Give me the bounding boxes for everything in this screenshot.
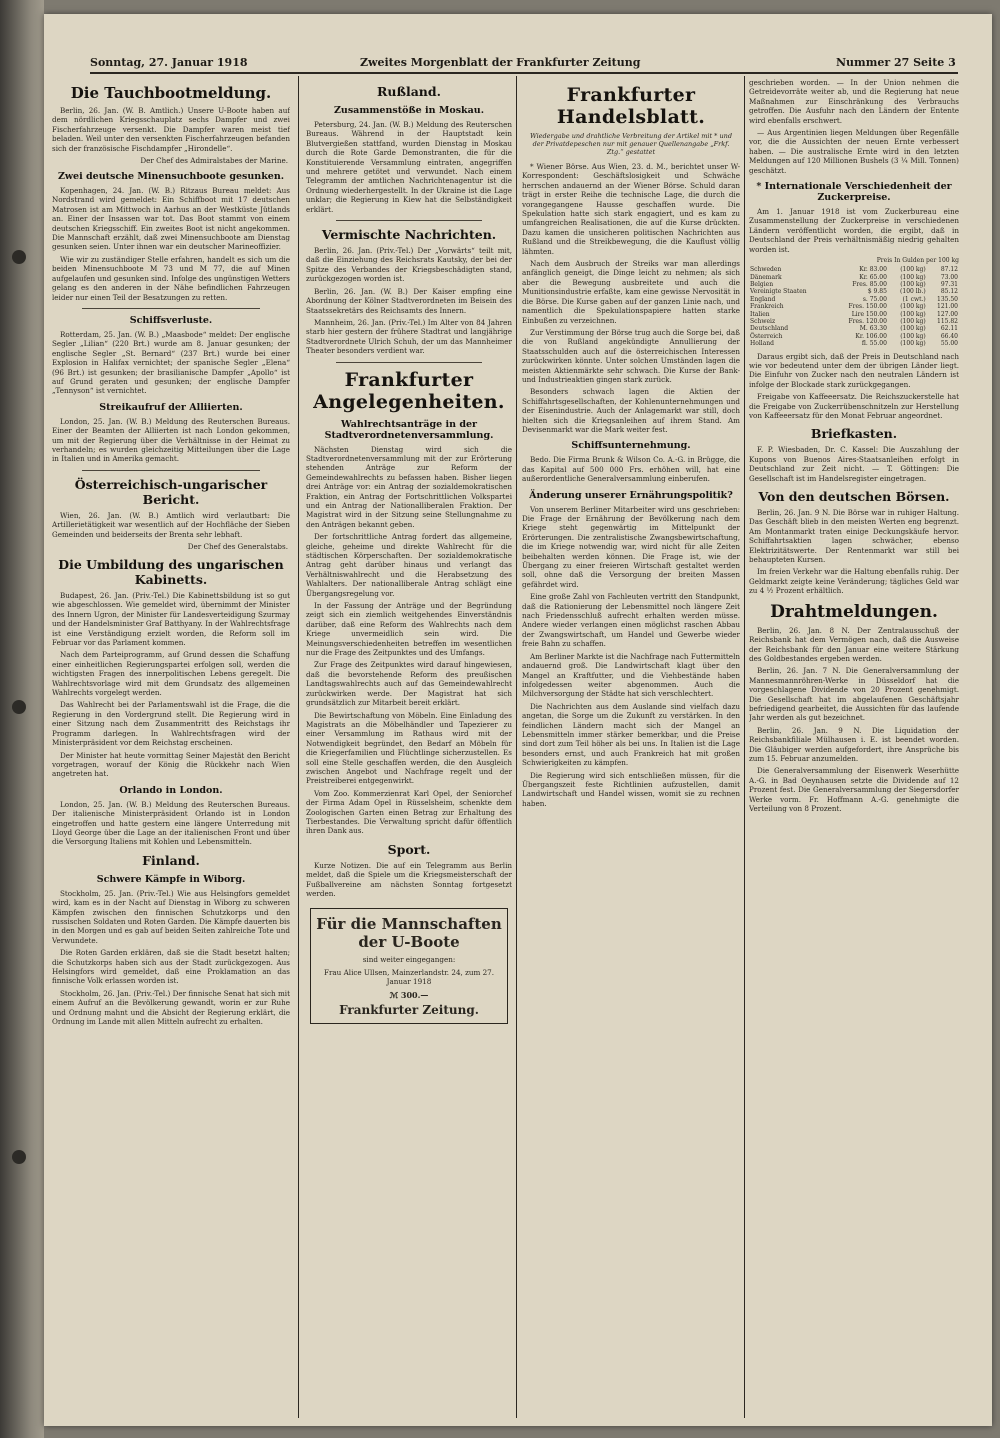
table-cell: Kr. 83.00 bbox=[859, 266, 887, 274]
table-cell: Frankreich bbox=[750, 303, 784, 311]
table-row bbox=[749, 288, 959, 295]
table-cell: 73.00 bbox=[940, 273, 958, 281]
article-text: Von unserem Berliner Mitarbeiter wird uns geschrieben: Die Frage der Ernährung der Bevölkerung nach dem Kriege steht gegenwärtig im Mittelpunkt der Erörterungen. Die zentralistische Zwangsbewirtschaftung, die im Kriege notwendig war, wird nicht für alle Zeiten beibehalten werden können. Die Frage ist, wie der Übergang zu einer freieren Wirtschaft gestaltet werden soll, ohne daß die Versorgung der breiten Massen gefährdet wird. bbox=[522, 504, 740, 589]
subheadline: Zusammenstöße in Moskau. bbox=[333, 105, 485, 116]
article-text: Besonders schwach lagen die Aktien der Schiffahrtsgesellschaften, der Kohlenunternehmungen und der Eisenindustrie. Auch der Anlagemarkt war still, doch hielten sich die Kriegsanleihen auf ihrem Stand. Am Devisenmarkt war die Mark weiter fest. bbox=[522, 387, 740, 434]
article-text: Nach dem Ausbruch der Streiks war man allerdings anfänglich geneigt, die Dinge leicht zu nehmen; als sich aber die Bewegung ausbreitete und auch die Munitionsindustrie erfaßte, kam eine gewisse Nervosität in die Börse. Die Kurse gaben auf der ganzen Linie nach, und namentlich die Spekulationspapiere hatten starke Einbußen zu verzeichnen. bbox=[522, 259, 740, 325]
headline: Rußland. bbox=[376, 84, 441, 99]
article-text: Berlin, 26. Jan. (W. B. Amtlich.) Unsere U-Boote haben auf dem nördlichen Kriegsschauplatz sechs Dampfer und zwei Fischerfahrzeuge versenkt. Die Dampfer waren meist tief beladen. Weil unter den versenkten Fischerfahrzeugen befanden sich der französische Fischdampfer „Hirondelle“. bbox=[52, 106, 290, 153]
headline: Österreichisch-ungarischer Bericht. bbox=[74, 476, 268, 507]
table-cell: Belgien bbox=[750, 280, 774, 288]
article-text: Berlin, 26. Jan. 9 N. Die Börse war in ruhiger Haltung. Das Geschäft blieb in den meisten Werten eng begrenzt. Am Montanmarkt traten einige Deckungskäufe hervor. Schiffahrtsaktien lagen schwächer, ebenso Elektrizitätswerte. Der Rentenmarkt war still bei behaupteten Kursen. bbox=[749, 508, 959, 565]
article-text: Zur Verstimmung der Börse trug auch die Sorge bei, daß die von Rußland angekündigte Annullierung der Staatsschulden auch auf die österreichischen Interessen zurückwirken könnte. Unter solchen Umständen lagen die meisten Aktienmärkte sehr schwach. Die Kurse der Bank- und Industrieaktien gingen stark zurück. bbox=[522, 327, 740, 384]
article-text: geschrieben worden. — In der Union nehmen die Getreidevorräte weiter ab, und die Regierung hat neue Maßnahmen zur Einschränkung des Verbrauchs getroffen. Die Ausfuhr nach den Ländern der Entente wird ebenfalls erschwert. bbox=[749, 78, 959, 125]
article-text: Berlin, 26. Jan. 9 N. Die Liquidation der Reichsbankfiliale Mülhausen i. E. ist beendet worden. Die Gläubiger werden aufgefordert, ihre Ansprüche bis zum 15. Februar anzumelden. bbox=[749, 725, 959, 763]
table-cell: (100 kg) bbox=[900, 317, 926, 325]
article-text: Stockholm, 26. Jan. (Priv.-Tel.) Der finnische Senat hat sich mit einem Aufruf an die Bevölkerung gewandt, worin er zur Ruhe und Ordnung mahnt und die Absicht der Regierung erklärt, die Ordnung im Lande mit allen Mitteln aufrecht zu erhalten. bbox=[52, 988, 290, 1027]
headline: Streikaufruf der Alliierten. bbox=[99, 401, 243, 413]
article-text: F. P. Wiesbaden, Dr. C. Kassel: Die Auszahlung der Kupons von Buenos Aires-Staatsanleihen erfolgt in Deutschland zur Zeit nicht. — T. Göttingen: Die Gesellschaft ist im Handelsregister eingetragen. bbox=[749, 445, 959, 483]
article-text: — Aus Argentinien liegen Meldungen über Regenfälle vor, die die Aussichten der neuen Ernte verbessert haben. — Die australische Ernte wird in den letzten Meldungen auf 120 Millionen Bushels (3 ¼ Mill. Tonnen) geschätzt. bbox=[749, 128, 959, 175]
table-cell: Italien bbox=[750, 310, 770, 318]
headline: Sport. bbox=[387, 841, 431, 857]
article-text: Rotterdam, 25. Jan. (W. B.) „Maasbode“ meldet: Der englische Segler „Lilian“ (220 Brt.) wurde am 8. Januar gesunken; der englische Segler „St. Bernard“ (237 Brt.) wurde bei einer Explosion in Halifax vernichtet; der spanische Segler „Elena“ (96 Brt.) ist gesunken; der brasilianische Dampfer „Apollo“ ist auf Grund geraten und gesunken; der englische Dampfer „Tennyson“ ist vernichtet. bbox=[52, 329, 290, 396]
table-cell: Schweiz bbox=[750, 317, 776, 325]
column-rule bbox=[298, 76, 299, 1418]
article-text: Die Nachrichten aus dem Auslande sind vielfach dazu angetan, die Sorge um die Zukunft zu verstärken. In den feindlichen Ländern macht sich der Mangel an Lebensmitteln immer stärker bemerkbar, und die Preise sind dort zum Teil höher als bei uns. In Italien ist die Lage besonders ernst, und auch Frankreich hat mit großen Schwierigkeiten zu kämpfen. bbox=[522, 701, 740, 768]
table-row bbox=[749, 303, 959, 310]
table-cell: (100 kg) bbox=[900, 303, 926, 311]
subheadline: Wahlrechtsanträge in der Stadtverordnetenversammlung. bbox=[324, 418, 494, 441]
article-text: Der fortschrittliche Antrag fordert das allgemeine, gleiche, geheime und direkte Wahlrecht für die städtischen Körperschaften. Der sozialdemokratische Antrag geht darüber hinaus und verlangt das Verhältniswahlrecht und die Herabsetzung des Wahlalters. Der nationalliberale Antrag schlägt eine Übergangsregelung vor. bbox=[306, 532, 512, 598]
article-text: Daraus ergibt sich, daß der Preis in Deutschland nach wie vor bedeutend unter dem der übrigen Länder liegt. Die Einfuhr von Zucker nach den neutralen Ländern ist infolge der Blockade stark zurückgegangen. bbox=[749, 351, 959, 389]
article-text: London, 25. Jan. (W. B.) Meldung des Reuterschen Bureaus. Einer der Beamten der Alliierten ist nach London gekommen, um mit der Regierung über die Verhältnisse in der Heimat zu verhandeln; es wurden gleichzeitig Mitteilungen über die Lage in Italien und in Amerika gemacht. bbox=[52, 416, 290, 464]
table-cell: 97.31 bbox=[940, 280, 958, 288]
table-cell: (1 cwt.) bbox=[902, 295, 926, 303]
table-cell: Holland bbox=[750, 340, 774, 348]
article-text: Kopenhagen, 24. Jan. (W. B.) Ritzaus Bureau meldet: Aus Nordstrand wird gemeldet: Ein Schiffboot mit 17 deutschen Matrosen ist am Mittwoch in Aarhus an der Westküste Jütlands an. Einer der Insassen war tot. Das Boot stammt von einem deutschen Kriegsschiff. Ein zweites Boot ist nicht angekommen. Die Mannschaft erzählt, daß zwei Minensuchboote am Dienstag gesunken seien. Unter ihnen war ein deutscher Marineoffizier. bbox=[52, 186, 290, 252]
binding-hole bbox=[12, 1150, 26, 1164]
article-text: Die Roten Garden erklären, daß sie die Stadt besetzt halten; die Schutzkorps haben sich aus der Stadt zurückgezogen. Aus Helsingfors wird gemeldet, daß eine Proklamation an das finnische Volk erlassen worden ist. bbox=[52, 948, 290, 986]
table-cell: Fres. 85.00 bbox=[852, 280, 887, 288]
table-cell: Kr. 65.00 bbox=[859, 273, 887, 281]
headline: Von den deutschen Börsen. bbox=[758, 489, 950, 505]
article-text: Mannheim, 26. Jan. (Priv.-Tel.) Im Alter von 84 Jahren starb hier gestern der frühere Stadtrat und langjährige Stadtverordnete Ulrich Schuh, der um das Mannheimer Theater besonders verdient war. bbox=[306, 317, 512, 356]
table-cell: Lire 150.00 bbox=[851, 310, 887, 318]
table-cell: England bbox=[750, 295, 776, 303]
masthead-page-number: Nummer 27 Seite 3 bbox=[836, 56, 956, 69]
masthead-rule bbox=[90, 72, 958, 74]
table-cell: 115.82 bbox=[937, 317, 958, 325]
headline: Drahtmeldungen. bbox=[770, 601, 938, 622]
table-row bbox=[749, 266, 959, 273]
table-cell: (100 kg) bbox=[900, 332, 926, 340]
binding-spine bbox=[0, 0, 44, 1438]
table-cell: Österreich bbox=[750, 332, 783, 340]
article-text: Stockholm, 25. Jan. (Priv.-Tel.) Wie aus Helsingfors gemeldet wird, kam es in der Nacht auf Dienstag in Wiborg zu schweren Kämpfen zwischen den finnischen Schutzkorps und den russischen Soldaten und Roten Garden. Die Kämpfe dauerten bis in den Morgen und es gab auf beiden Seiten zahlreiche Tote und Verwundete. bbox=[52, 888, 290, 945]
masthead-title: Zweites Morgenblatt der Frankfurter Zeitung bbox=[360, 56, 641, 69]
table-cell: Deutschland bbox=[750, 325, 789, 333]
column-rule bbox=[744, 76, 745, 1418]
table-cell: 55.00 bbox=[940, 340, 958, 348]
headline: Schiffsunternehmung. bbox=[571, 440, 691, 452]
article-text: * Wiener Börse. Aus Wien, 23. d. M., berichtet unser W-Korrespondent: Geschäftslosigkeit und Schwäche herrschen andauernd an der Wiener Börse. Schuld daran trägt in erster Reihe die technische Lage, die durch die vorangegangene Hausse geschaffen wurde. Die Spekulation hatte sich stark engagiert, und es kam zu umfangreichen Realisationen, die auf die Kurse drückten. Dazu kamen die unsicheren politischen Nachrichten aus Rußland und die Streikbewegung, die die Kauflust völlig lähmten. bbox=[522, 162, 740, 256]
table-row bbox=[749, 296, 959, 303]
headline: Schiffsverluste. bbox=[129, 314, 213, 326]
table-cell: (100 lb.) bbox=[900, 288, 926, 296]
article-text: Wie wir zu zuständiger Stelle erfahren, handelt es sich um die beiden Minensuchboote M 73 und M 77, die auf Minen aufgelaufen und gesunken sind. Infolge des ungünstigen Wetters gelang es den anderen in der Nähe befindlichen Fahrzeugen leider nur einen Teil der Besatzungen zu retten. bbox=[52, 254, 290, 302]
binding-hole bbox=[12, 250, 26, 264]
table-cell: (100 kg) bbox=[900, 340, 926, 348]
article-text: Das Wahlrecht bei der Parlamentswahl ist die Frage, die die Regierung in den Vordergrund stellt. Die Regierung wird in einer Sitzung nach dem Zusammentritt des Reichstags ihr Programm darlegen. In Wahlrechtsfragen wird der Ministerpräsident vor dem Reichstag erscheinen. bbox=[52, 700, 290, 748]
signature: Der Chef des Admiralstabes der Marine. bbox=[140, 156, 288, 166]
table-cell: (100 kg) bbox=[900, 280, 926, 288]
table-cell: 66.40 bbox=[940, 332, 958, 340]
table-cell: 85.12 bbox=[940, 288, 958, 296]
table-row bbox=[749, 333, 959, 340]
table-cell: M. 63.30 bbox=[859, 325, 887, 333]
table-cell: Fres. 150.00 bbox=[848, 303, 887, 311]
headline: * Internationale Verschiedenheit der Zuckerpreise. bbox=[756, 181, 952, 204]
article-text: Nächsten Dienstag wird sich die Stadtverordnetenversammlung mit der zur Erörterung stehenden Anträge zur Reform der Gemeindewahlrechts zu befassen haben. Bisher liegen drei Anträge vor: ein Antrag der sozialdemokratischen Fraktion, ein Antrag der Fortschrittlichen Volkspartei und ein Antrag der Nationalliberalen Fraktion. Der Magistrat wird in der Sitzung seine Stellungnahme zu den Anträgen bekannt geben. bbox=[306, 444, 512, 529]
sugar-price-table bbox=[749, 266, 959, 347]
article-text: Bedo. Die Firma Brunk & Wilson Co. A.-G. in Brügge, die das Kapital auf 500 000 Frs. erhöhen will, hat eine außerordentliche Generalversammlung einberufen. bbox=[522, 455, 740, 484]
article-text: Die Bewirtschaftung von Möbeln. Eine Einladung des Magistrats an die Möbelhändler und Tapezierer zu einer Versammlung im Rathaus wird mit der Notwendigkeit begründet, den Bedarf an Möbeln für die Kriegerfamilien und Flüchtlinge sicherzustellen. Es soll eine Stelle geschaffen werden, die den Ausgleich zwischen Angebot und Nachfrage regelt und der Preistreiberei entgegenwirkt. bbox=[306, 710, 512, 786]
article-text: Der Minister hat heute vormittag Seiner Majestät den Bericht vorgetragen, worauf der König die Rückkehr nach Wien angetreten hat. bbox=[52, 750, 290, 779]
headline: Frankfurter Angelegenheiten. bbox=[313, 368, 505, 413]
article-text: Berlin, 26. Jan. 8 N. Der Zentralausschuß der Reichsbank hat dem Vermögen nach, daß die Ausweise der Reichsbank für den Januar eine weitere Stärkung des Goldbestandes ergeben werden. bbox=[749, 625, 959, 663]
article-text: Kurze Notizen. Die auf ein Telegramm aus Berlin meldet, daß die Spiele um die Kriegsmeisterschaft der Fußballvereine am nächsten Sonntag fortgesetzt werden. bbox=[306, 860, 512, 898]
article-text: Petersburg, 24. Jan. (W. B.) Meldung des Reuterschen Bureaus. Während in der Hauptstadt kein Blutvergießen stattfand, wurden Dienstag in Moskau durch die Rote Garde Demonstranten, die für die Konstituierende Versammlung eintraten, angegriffen und mehrere getötet und verwundet. Nach einem Telegramm der amtlichen Nachrichtenagentur ist die Ordnung wiederhergestellt. In der Ukraine ist die Lage unklar; die Regierung in Kiew hat die Selbständigkeit erklärt. bbox=[306, 120, 512, 214]
separator bbox=[82, 470, 260, 471]
headline: Die Tauchbootmeldung. bbox=[70, 84, 272, 102]
article-text: Berlin, 26. Jan. (W. B.) Der Kaiser empfing eine Abordnung der Kölner Stadtverordneten im Beisein des Staatssekretärs des Reichsamts des Innern. bbox=[306, 286, 512, 315]
table-cell: (100 kg) bbox=[900, 266, 926, 274]
column-rule bbox=[516, 76, 517, 1418]
table-cell: fl. 55.00 bbox=[861, 340, 887, 348]
article-text: Am 1. Januar 1918 ist vom Zuckerbureau eine Zusammenstellung der Zuckerpreise in verschiedenen Ländern veröffentlicht worden, die ergibt, daß in Deutschland der Preis verhältnismäßig niedrig gehalten worden ist. bbox=[749, 207, 959, 254]
table-cell: (100 kg) bbox=[900, 325, 926, 333]
article-text: Nach dem Parteiprogramm, auf Grund dessen die Schaffung einer einheitlichen Regierungspartei erfolgen soll, werden die wichtigsten Fragen des innerpolitischen Lebens geregelt. Die Wahlrechtsvorlage wird mit dem Grundsatz des allgemeinen Wahlrechts vorgelegt werden. bbox=[52, 650, 290, 698]
headline: Briefkasten. bbox=[810, 426, 898, 442]
article-text: Im freien Verkehr war die Haltung ebenfalls ruhig. Der Geldmarkt zeigte keine Veränderung; tägliches Geld war zu 4 ½ Prozent erhältlich. bbox=[749, 567, 959, 596]
table-cell: Vereinigte Staaten bbox=[750, 288, 807, 296]
table-header: Preis In Gulden per 100 kg bbox=[876, 257, 959, 265]
table-row bbox=[749, 274, 959, 281]
table-cell: Dänemark bbox=[750, 273, 782, 281]
column-3 bbox=[522, 78, 740, 1420]
article-text: Vom Zoo. Kommerzienrat Karl Opel, der Seniorchef der Firma Adam Opel in Rüsselsheim, schenkte dem Zoologischen Garten einen Betrag zur Erhaltung des Tierbestandes. Die Verwaltung spricht dafür öffentlich ihren Dank aus. bbox=[306, 788, 512, 836]
headline: Zwei deutsche Minensuchboote gesunken. bbox=[57, 171, 285, 183]
headline: Änderung unserer Ernährungspolitik? bbox=[529, 489, 733, 501]
headline: Finland. bbox=[142, 852, 200, 868]
table-cell: 87.12 bbox=[940, 266, 958, 274]
separator bbox=[82, 308, 260, 309]
article-text: Wien, 26. Jan. (W. B.) Amtlich wird verlautbart: Die Artillerietätigkeit war wesentlich auf der Hochfläche der Sieben Gemeinden und beiderseits der Brenta sehr lebhaft. bbox=[52, 510, 290, 539]
table-cell: s. 75.00 bbox=[862, 295, 887, 303]
table-cell: (100 kg) bbox=[900, 310, 926, 318]
masthead-date: Sonntag, 27. Januar 1918 bbox=[90, 56, 248, 69]
article-text: Freigabe von Kaffeeersatz. Die Reichszuckerstelle hat die Freigabe von Zuckerrübenschnitzeln zur Herstellung von Kaffeeersatz für den Monat Februar angeordnet. bbox=[749, 392, 959, 420]
article-text: Die Regierung wird sich entschließen müssen, für die Übergangszeit feste Richtlinien aufzustellen, damit Landwirtschaft und Handel wissen, womit sie zu rechnen haben. bbox=[522, 770, 740, 808]
table-cell: Schweden bbox=[750, 266, 782, 274]
binding-hole bbox=[12, 700, 26, 714]
table-cell: 121.00 bbox=[937, 303, 958, 311]
table-row bbox=[749, 311, 959, 318]
table-row bbox=[749, 340, 959, 347]
separator bbox=[336, 362, 482, 363]
masthead bbox=[40, 56, 960, 70]
article-text: In der Fassung der Anträge und der Begründung zeigt sich ein ziemlich weitgehendes Einverständnis darüber, daß eine Reform des Wahlrechts nach dem Kriege unvermeidlich sein wird. Die Meinungsverschiedenheiten betreffen im wesentlichen nur die Frage des Zeitpunktes und des Umfangs. bbox=[306, 601, 512, 658]
table-row bbox=[749, 318, 959, 325]
table-cell: 62.11 bbox=[940, 325, 958, 333]
donation-box bbox=[310, 908, 508, 1024]
donation-line: Frau Alice Ullsen, Mainzerlandstr. 24, zum 27. Januar 1918 bbox=[323, 968, 495, 987]
headline: Orlando in London. bbox=[119, 784, 223, 796]
table-row bbox=[749, 281, 959, 288]
headline: Vermischte Nachrichten. bbox=[321, 227, 497, 243]
table-cell: Kr. 106.00 bbox=[855, 332, 887, 340]
section-title: Frankfurter Handelsblatt. bbox=[556, 84, 706, 128]
article-text: Budapest, 26. Jan. (Priv.-Tel.) Die Kabinettsbildung ist so gut wie abgeschlossen. Wie gemeldet wird, übernimmt der Minister des Innern Ugron, der Minister für Landesverteidigung Szurmay und der Handelsminister Graf Batthyany. In der Wahlrechtsfrage ist eine Verständigung erzielt worden, die Reform soll im Februar vor das Parlament kommen. bbox=[52, 591, 290, 648]
donation-subtitle: sind weiter eingegangen: bbox=[362, 955, 456, 965]
article-text: London, 25. Jan. (W. B.) Meldung des Reuterschen Bureaus. Der italienische Ministerpräsident Orlando ist in London eingetroffen und hatte gestern eine längere Unterredung mit Lloyd George über die Lage an der italienischen Front und über die Versorgung Italiens mit Kohlen und Lebensmitteln. bbox=[52, 799, 290, 847]
column-4 bbox=[749, 78, 959, 1420]
subheadline: Schwere Kämpfe in Wiborg. bbox=[96, 873, 246, 885]
table-cell: 135.50 bbox=[937, 295, 958, 303]
article-text: Zur Frage des Zeitpunktes wird darauf hingewiesen, daß die bevorstehende Reform des preußischen Landtagswahlrechts auch auf das Gemeindewahlrecht zurückwirken werde. Der Magistrat hat sich grundsätzlich zur Mitarbeit bereit erklärt. bbox=[306, 660, 512, 708]
donation-title: Für die Mannschaften der U-Boote bbox=[316, 915, 502, 952]
column-1 bbox=[52, 78, 290, 1420]
signature: Der Chef des Generalstabs. bbox=[187, 542, 288, 551]
donation-footer: Frankfurter Zeitung. bbox=[339, 1003, 479, 1018]
column-2 bbox=[306, 78, 512, 1420]
article-text: Am Berliner Markte ist die Nachfrage nach Futtermitteln andauernd groß. Die Landwirtschaft klagt über den Mangel an Kraftfutter, und die Viehbestände haben infolgedessen weiter abgenommen. Auch die Milchversorgung der Städte hat sich verschlechtert. bbox=[522, 651, 740, 699]
article-text: Berlin, 26. Jan. 7 N. Die Generalversammlung der Mannesmannröhren-Werke in Düsseldorf hat die vorgeschlagene Dividende von 20 Prozent genehmigt. Die Gesellschaft hat im abgelaufenen Geschäftsjahr befriedigend gearbeitet, die Aussichten für das laufende Jahr werden als gut bezeichnet. bbox=[749, 666, 959, 723]
table-cell: $ 9.85 bbox=[867, 288, 887, 296]
section-notice: Wiedergabe und drahtliche Verbreitung der Artikel mit * und der Privatdepeschen nur mit genauer Quellenangabe „Frkf. Ztg.“ gestattet bbox=[530, 132, 732, 156]
donation-amount: ℳ 300.— bbox=[389, 990, 429, 1001]
table-cell: (100 kg) bbox=[900, 273, 926, 281]
headline: Die Umbildung des ungarischen Kabinetts. bbox=[58, 557, 284, 587]
table-cell: 127.00 bbox=[937, 310, 958, 318]
article-text: Die Generalversammlung der Eisenwerk Weserhütte A.-G. in Bad Oeynhausen setzte die Dividende auf 12 Prozent fest. Die Generalversammlung der Siegersdorfer Werke vorm. Fr. Hoffmann A.-G. genehmigte die Verteilung von 8 Prozent. bbox=[749, 766, 959, 813]
article-text: Eine große Zahl von Fachleuten vertritt den Standpunkt, daß die Rationierung der Lebensmittel noch längere Zeit nach Friedensschluß aufrecht erhalten werden müsse. Andere wieder verlangen einen möglichst raschen Abbau der Zwangswirtschaft, um Handel und Gewerbe wieder freie Bahn zu schaffen. bbox=[522, 592, 740, 649]
table-cell: Fres. 120.00 bbox=[848, 317, 887, 325]
table-row bbox=[749, 325, 959, 332]
article-text: Berlin, 26. Jan. (Priv.-Tel.) Der „Vorwärts“ teilt mit, daß die Einziehung des Reichsrats Kautsky, der bei der Spitze des Verbandes der Kriegsbeschädigten stand, zurückgezogen worden ist. bbox=[306, 246, 512, 284]
separator bbox=[336, 220, 482, 221]
